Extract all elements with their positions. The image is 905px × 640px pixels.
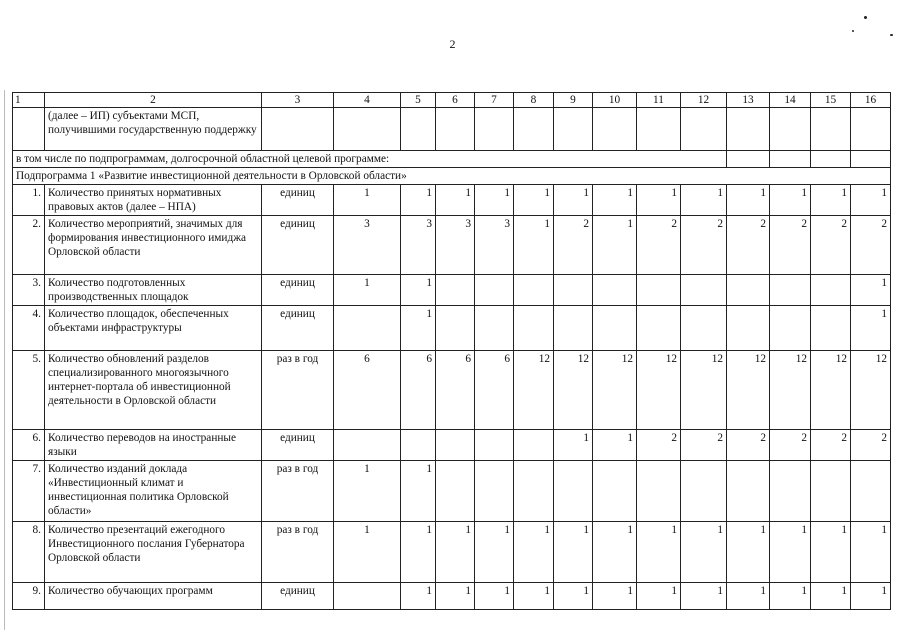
value-cell: 1 <box>811 583 851 610</box>
column-number: 11 <box>637 93 681 108</box>
value-cell: 1 <box>851 306 891 351</box>
value-cell: 1 <box>681 522 727 583</box>
row-index: 6. <box>13 430 45 461</box>
row-index <box>13 108 45 151</box>
value-cell <box>593 108 637 151</box>
value-cell <box>554 306 593 351</box>
indicator-name: Количество обновлений разделов специализированного многоязычного интернет-портала об инвестиционной деятельности в Орловской области <box>45 351 262 430</box>
value-cell <box>475 306 514 351</box>
table-row <box>13 185 891 216</box>
value-cell <box>334 306 401 351</box>
value-cell <box>637 461 681 522</box>
value-cell: 2 <box>554 216 593 275</box>
value-cell <box>475 275 514 306</box>
table-row <box>13 522 891 583</box>
value-cell <box>681 306 727 351</box>
value-cell <box>436 430 475 461</box>
indicators-table <box>12 92 891 610</box>
indicator-name: Количество обучающих программ <box>45 583 262 610</box>
value-cell: 1 <box>811 522 851 583</box>
value-cell: 2 <box>851 430 891 461</box>
unit-cell: раз в год <box>262 461 334 522</box>
value-cell: 1 <box>727 185 770 216</box>
row-index: 3. <box>13 275 45 306</box>
row-index: 4. <box>13 306 45 351</box>
column-number: 16 <box>851 93 891 108</box>
value-cell: 1 <box>401 275 436 306</box>
value-cell: 1 <box>593 583 637 610</box>
value-cell: 1 <box>334 275 401 306</box>
unit-cell: единиц <box>262 185 334 216</box>
value-cell: 12 <box>514 351 554 430</box>
indicator-name: Количество изданий доклада «Инвестиционный климат и инвестиционная политика Орловской области» <box>45 461 262 522</box>
column-number: 6 <box>436 93 475 108</box>
value-cell <box>334 583 401 610</box>
value-cell <box>637 108 681 151</box>
value-cell <box>811 275 851 306</box>
value-cell <box>851 461 891 522</box>
row-index: 7. <box>13 461 45 522</box>
value-cell <box>770 461 811 522</box>
value-cell <box>637 275 681 306</box>
value-cell: 1 <box>727 522 770 583</box>
value-cell <box>475 461 514 522</box>
value-cell: 1 <box>334 185 401 216</box>
table-row <box>13 430 891 461</box>
column-number: 4 <box>334 93 401 108</box>
value-cell <box>851 151 891 168</box>
page-number: 2 <box>449 37 456 51</box>
table-body <box>13 93 891 610</box>
value-cell: 1 <box>637 522 681 583</box>
row-index: 8. <box>13 522 45 583</box>
indicator-name: Количество подготовленных производственных площадок <box>45 275 262 306</box>
value-cell: 12 <box>727 351 770 430</box>
value-cell: 3 <box>334 216 401 275</box>
value-cell: 1 <box>851 275 891 306</box>
value-cell <box>514 108 554 151</box>
column-number: 13 <box>727 93 770 108</box>
value-cell <box>334 108 401 151</box>
value-cell <box>262 108 334 151</box>
value-cell: 1 <box>770 522 811 583</box>
column-number: 10 <box>593 93 637 108</box>
value-cell <box>727 306 770 351</box>
value-cell: 1 <box>851 185 891 216</box>
value-cell: 1 <box>811 185 851 216</box>
value-cell: 12 <box>811 351 851 430</box>
subprogram-title: Подпрограмма 1 «Развитие инвестиционной деятельности в Орловской области» <box>13 168 891 185</box>
indicator-name: (далее – ИП) субъектами МСП, получившими государственную поддержку <box>45 108 262 151</box>
value-cell <box>593 275 637 306</box>
value-cell <box>401 108 436 151</box>
value-cell: 1 <box>401 522 436 583</box>
table-row <box>13 216 891 275</box>
value-cell: 1 <box>436 185 475 216</box>
value-cell: 1 <box>401 583 436 610</box>
indicator-name: Количество принятых нормативных правовых актов (далее – НПА) <box>45 185 262 216</box>
indicator-name: Количество презентаций ежегодного Инвестиционного послания Губернатора Орловской области <box>45 522 262 583</box>
value-cell <box>727 275 770 306</box>
value-cell: 1 <box>436 583 475 610</box>
value-cell: 1 <box>593 216 637 275</box>
value-cell: 1 <box>637 583 681 610</box>
scan-speck <box>890 34 893 36</box>
value-cell <box>681 461 727 522</box>
value-cell: 1 <box>334 522 401 583</box>
subprogram-row <box>13 168 891 185</box>
scan-edge-line <box>4 90 5 630</box>
value-cell: 1 <box>514 583 554 610</box>
value-cell <box>436 461 475 522</box>
value-cell: 1 <box>770 583 811 610</box>
column-number: 7 <box>475 93 514 108</box>
value-cell <box>770 151 811 168</box>
value-cell: 6 <box>401 351 436 430</box>
value-cell <box>554 108 593 151</box>
table-row <box>13 583 891 610</box>
value-cell: 1 <box>851 522 891 583</box>
value-cell: 12 <box>593 351 637 430</box>
table-row <box>13 275 891 306</box>
indicator-name: Количество мероприятий, значимых для формирования инвестиционного имиджа Орловской области <box>45 216 262 275</box>
value-cell: 1 <box>401 185 436 216</box>
unit-cell: раз в год <box>262 522 334 583</box>
value-cell: 6 <box>334 351 401 430</box>
row-index: 9. <box>13 583 45 610</box>
value-cell: 1 <box>554 185 593 216</box>
value-cell <box>514 430 554 461</box>
value-cell <box>851 108 891 151</box>
value-cell: 1 <box>514 216 554 275</box>
value-cell <box>593 306 637 351</box>
value-cell: 3 <box>401 216 436 275</box>
value-cell: 2 <box>851 216 891 275</box>
row-index: 2. <box>13 216 45 275</box>
value-cell: 1 <box>770 185 811 216</box>
value-cell: 1 <box>554 430 593 461</box>
value-cell: 2 <box>811 430 851 461</box>
value-cell: 1 <box>637 185 681 216</box>
value-cell: 6 <box>436 351 475 430</box>
value-cell: 1 <box>514 522 554 583</box>
row-index: 5. <box>13 351 45 430</box>
value-cell <box>811 461 851 522</box>
value-cell: 1 <box>475 522 514 583</box>
value-cell <box>770 275 811 306</box>
value-cell: 2 <box>681 216 727 275</box>
table-header-row <box>13 93 891 108</box>
column-number: 2 <box>45 93 262 108</box>
value-cell <box>727 461 770 522</box>
value-cell <box>334 430 401 461</box>
value-cell: 1 <box>401 306 436 351</box>
value-cell: 2 <box>770 430 811 461</box>
column-number: 14 <box>770 93 811 108</box>
value-cell: 1 <box>554 583 593 610</box>
column-number: 1 <box>13 93 45 108</box>
value-cell: 3 <box>436 216 475 275</box>
indicator-name: Количество площадок, обеспеченных объектами инфраструктуры <box>45 306 262 351</box>
value-cell <box>401 430 436 461</box>
value-cell <box>436 108 475 151</box>
value-cell <box>811 151 851 168</box>
unit-cell: раз в год <box>262 351 334 430</box>
value-cell: 1 <box>514 185 554 216</box>
indicator-name: Количество переводов на иностранные языки <box>45 430 262 461</box>
column-number: 3 <box>262 93 334 108</box>
table-row-continued <box>13 108 891 151</box>
value-cell: 1 <box>475 185 514 216</box>
column-number: 12 <box>681 93 727 108</box>
value-cell: 1 <box>401 461 436 522</box>
column-number: 5 <box>401 93 436 108</box>
row-index: 1. <box>13 185 45 216</box>
value-cell <box>770 108 811 151</box>
value-cell: 3 <box>475 216 514 275</box>
value-cell: 1 <box>593 185 637 216</box>
unit-cell: единиц <box>262 583 334 610</box>
section-note-row <box>13 151 891 168</box>
value-cell: 2 <box>727 430 770 461</box>
value-cell: 1 <box>851 583 891 610</box>
value-cell <box>554 275 593 306</box>
scan-speck <box>852 30 854 32</box>
value-cell: 1 <box>334 461 401 522</box>
table-row <box>13 306 891 351</box>
value-cell <box>727 151 770 168</box>
value-cell: 1 <box>593 522 637 583</box>
value-cell: 1 <box>681 185 727 216</box>
value-cell <box>681 275 727 306</box>
value-cell <box>554 461 593 522</box>
value-cell <box>811 108 851 151</box>
value-cell <box>436 275 475 306</box>
unit-cell: единиц <box>262 275 334 306</box>
value-cell <box>770 306 811 351</box>
value-cell: 12 <box>637 351 681 430</box>
value-cell: 6 <box>475 351 514 430</box>
value-cell: 1 <box>554 522 593 583</box>
value-cell <box>681 108 727 151</box>
column-number: 8 <box>514 93 554 108</box>
value-cell: 2 <box>681 430 727 461</box>
value-cell: 1 <box>436 522 475 583</box>
value-cell <box>475 108 514 151</box>
scan-speck <box>864 16 867 19</box>
value-cell: 2 <box>637 216 681 275</box>
value-cell <box>811 306 851 351</box>
value-cell <box>727 108 770 151</box>
value-cell <box>436 306 475 351</box>
value-cell: 2 <box>811 216 851 275</box>
column-number: 15 <box>811 93 851 108</box>
value-cell <box>637 306 681 351</box>
value-cell <box>514 306 554 351</box>
value-cell <box>514 275 554 306</box>
unit-cell: единиц <box>262 306 334 351</box>
value-cell <box>475 430 514 461</box>
unit-cell: единиц <box>262 216 334 275</box>
value-cell: 1 <box>593 430 637 461</box>
value-cell: 12 <box>554 351 593 430</box>
value-cell: 12 <box>851 351 891 430</box>
value-cell: 1 <box>475 583 514 610</box>
value-cell: 1 <box>681 583 727 610</box>
table-row <box>13 351 891 430</box>
value-cell <box>514 461 554 522</box>
table-row <box>13 461 891 522</box>
value-cell <box>593 461 637 522</box>
section-note: в том числе по подпрограммам, долгосрочной областной целевой программе: <box>13 151 727 168</box>
value-cell: 12 <box>770 351 811 430</box>
column-number: 9 <box>554 93 593 108</box>
unit-cell: единиц <box>262 430 334 461</box>
value-cell: 1 <box>727 583 770 610</box>
value-cell: 12 <box>681 351 727 430</box>
value-cell: 2 <box>637 430 681 461</box>
value-cell: 2 <box>727 216 770 275</box>
value-cell: 2 <box>770 216 811 275</box>
